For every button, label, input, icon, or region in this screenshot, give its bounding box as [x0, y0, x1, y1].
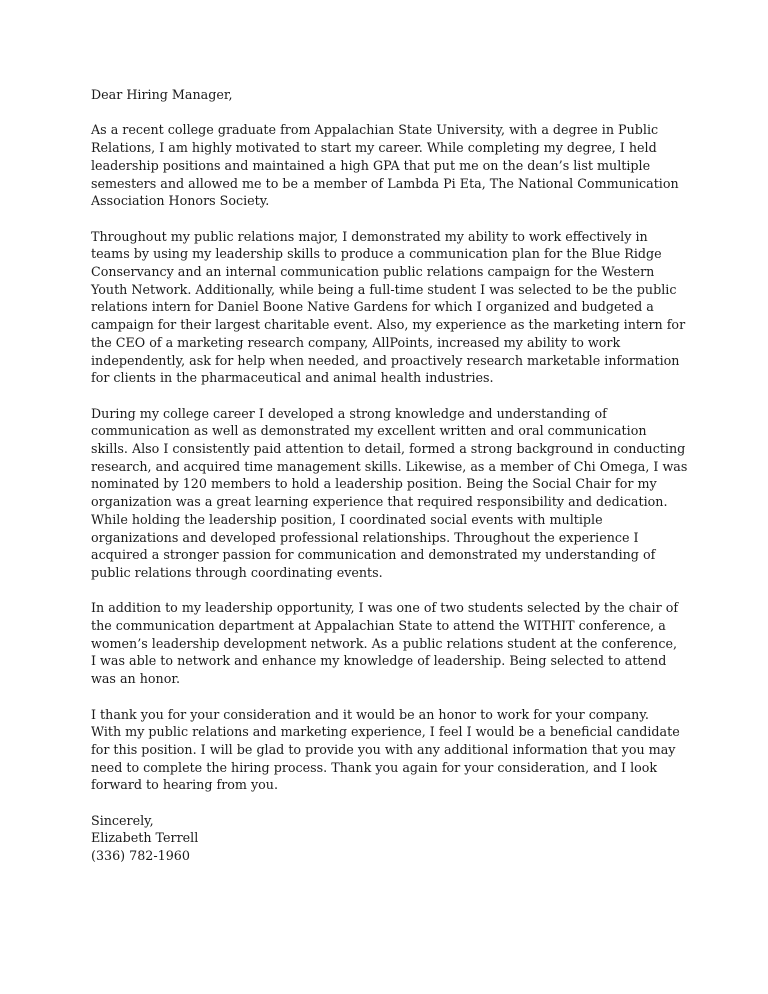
salutation: Dear Hiring Manager, [91, 87, 233, 102]
text-line: Throughout my public relations major, I demonstrated my ability to work effectively in [91, 228, 648, 244]
text-line: As a recent college graduate from Appalachian State University, with a degree in Public [91, 122, 659, 138]
text-line: semesters and allowed me to be a member of Lambda Pi Eta, The National Communication [91, 175, 679, 191]
text-line: forward to hearing from you. [91, 777, 278, 793]
paragraph-intro [91, 121, 691, 210]
text-line: for clients in the pharmaceutical and animal health industries. [91, 370, 494, 386]
text-line: teams by using my leadership skills to produce a communication plan for the Blue Ridge [91, 246, 662, 262]
paragraph-skills [91, 405, 691, 582]
text-line: Conservancy and an internal communication public relations campaign for the Western [91, 264, 655, 279]
cover-letter [91, 86, 691, 865]
text-line: acquired a stronger passion for communication and demonstrated my understanding of [91, 547, 656, 563]
text-line: public relations through coordinating events. [91, 564, 383, 580]
text-line: With my public relations and marketing experience, I feel I would be a beneficial candidate [91, 724, 680, 740]
text-line: nominated by 120 members to hold a leadership position. Being the Social Chair for my [91, 476, 657, 492]
text-line: relations intern for Daniel Boone Native Gardens for which I organized and budgeted a [91, 299, 654, 315]
text-line: organization was a great learning experience that required responsibility and dedication. [91, 494, 668, 510]
text-line: In addition to my leadership opportunity, I was one of two students selected by the chair of [91, 600, 679, 616]
text-line: the communication department at Appalachian State to attend the WITHIT conference, a [91, 618, 666, 634]
text-line: communication as well as demonstrated my excellent written and oral communication [91, 423, 647, 439]
text-line: was an honor. [91, 671, 181, 687]
text-line: During my college career I developed a strong knowledge and understanding of [91, 405, 607, 421]
text-line: leadership positions and maintained a high GPA that put me on the dean’s list multiple [91, 157, 651, 173]
text-line: skills. Also I consistently paid attention to detail, formed a strong background in conducting [91, 441, 686, 457]
text-line: organizations and developed professional relationships. Throughout the experience I [91, 529, 639, 545]
text-line: research, and acquired time management skills. Likewise, as a member of Chi Omega, I was [91, 458, 688, 474]
paragraph-experience [91, 228, 691, 387]
text-line: need to complete the hiring process. Thank you again for your consideration, and I look [91, 759, 658, 775]
text-line: Association Honors Society. [91, 193, 270, 209]
text-line: I thank you for your consideration and it would be an honor to work for your company. [91, 706, 649, 722]
closing-block [91, 812, 691, 865]
text-line: women’s leadership development network. As a public relations student at the conference, [91, 635, 677, 651]
text-line: I was able to network and enhance my knowledge of leadership. Being selected to attend [91, 653, 667, 669]
text-line: Youth Network. Additionally, while being a full-time student I was selected to be the public [91, 281, 677, 297]
paragraph-thanks [91, 706, 691, 795]
signer-phone: (336) 782-1960 [91, 848, 190, 864]
text-line: independently, ask for help when needed, and proactively research marketable information [91, 352, 680, 368]
paragraph-conference [91, 599, 691, 688]
text-line: Relations, I am highly motivated to start my career. While completing my degree, I held [91, 140, 657, 156]
text-line: campaign for their largest charitable event. Also, my experience as the marketing intern for [91, 317, 686, 333]
text-line: While holding the leadership position, I coordinated social events with multiple [91, 511, 603, 527]
signer-name: Elizabeth Terrell [91, 830, 199, 846]
text-line: the CEO of a marketing research company, AllPoints, increased my ability to work [91, 334, 621, 350]
text-line: for this position. I will be glad to provide you with any additional information that you may [91, 741, 676, 757]
sign-off: Sincerely, [91, 812, 154, 828]
